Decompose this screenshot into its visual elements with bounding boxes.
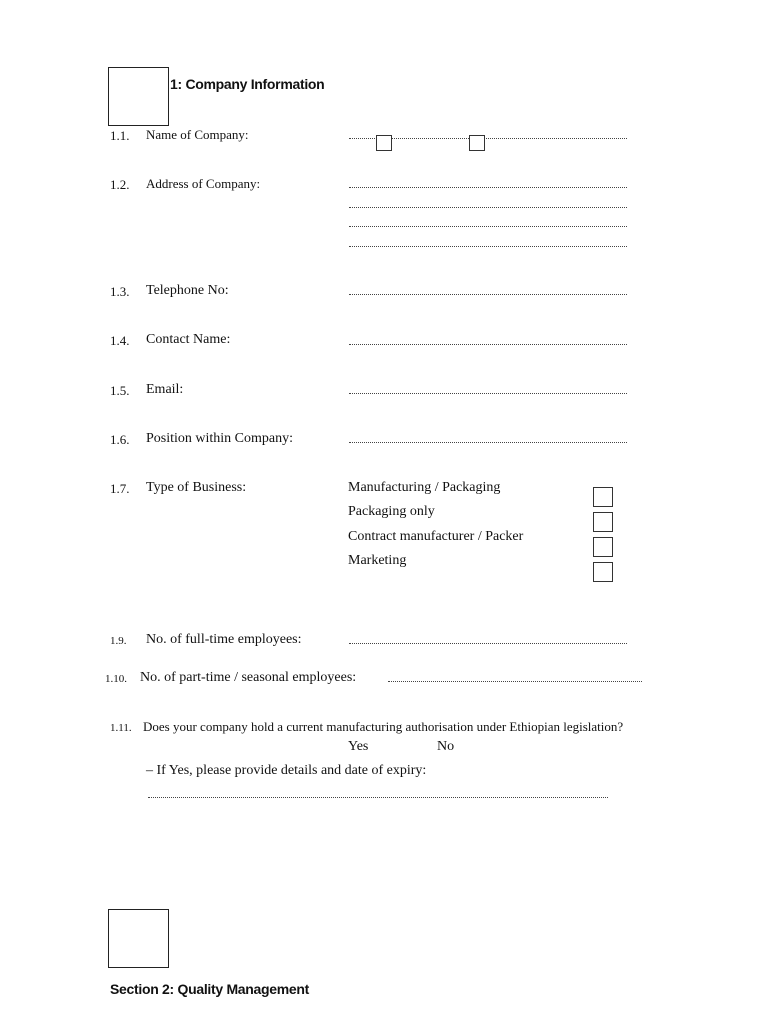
item-number-1-5: 1.5.: [110, 383, 130, 398]
email-field[interactable]: [349, 393, 627, 394]
business-option-marketing: Marketing: [348, 553, 407, 568]
company-name-checkbox-1[interactable]: [376, 135, 392, 151]
item-number-1-3: 1.3.: [110, 284, 130, 299]
part-time-employees-label: No. of part-time / seasonal employees:: [140, 670, 357, 685]
section-2-marker-box: [108, 909, 169, 968]
contact-name-field[interactable]: [349, 344, 627, 345]
full-time-employees-label: No. of full-time employees:: [146, 632, 302, 647]
address-line-1-field[interactable]: [349, 187, 627, 188]
business-option-contract-manufacturer: Contract manufacturer / Packer: [348, 529, 524, 544]
item-number-1-9: 1.9.: [110, 635, 127, 647]
item-number-1-4: 1.4.: [110, 333, 130, 348]
company-name-checkbox-2[interactable]: [469, 135, 485, 151]
item-number-1-6: 1.6.: [110, 432, 130, 447]
address-line-2-field[interactable]: [349, 207, 627, 208]
contact-name-label: Contact Name:: [146, 332, 231, 347]
authorisation-details-field[interactable]: [148, 797, 608, 798]
full-time-employees-field[interactable]: [349, 643, 627, 644]
business-option-manufacturing-packaging: Manufacturing / Packaging: [348, 480, 501, 495]
telephone-label: Telephone No:: [146, 283, 229, 298]
address-line-4-field[interactable]: [349, 246, 627, 247]
item-number-1-2: 1.2.: [110, 177, 130, 192]
business-marketing-checkbox[interactable]: [593, 562, 613, 582]
position-field[interactable]: [349, 442, 627, 443]
section-1-marker-box: [108, 67, 169, 126]
business-packaging-only-checkbox[interactable]: [593, 512, 613, 532]
item-number-1-11: 1.11.: [110, 722, 132, 734]
if-yes-instruction: – If Yes, please provide details and date of expiry:: [146, 763, 427, 778]
business-type-label: Type of Business:: [146, 480, 247, 495]
business-option-packaging-only: Packaging only: [348, 504, 435, 519]
item-number-1-10: 1.10.: [105, 673, 127, 685]
section-1-heading: 1: Company Information: [170, 76, 325, 92]
business-contract-checkbox[interactable]: [593, 537, 613, 557]
company-address-label: Address of Company:: [146, 176, 261, 191]
authorisation-yes-option[interactable]: Yes: [348, 739, 369, 754]
item-number-1-7: 1.7.: [110, 481, 130, 496]
authorisation-question: Does your company hold a current manufacturing authorisation under Ethiopian legislation?: [143, 719, 624, 734]
business-manufacturing-checkbox[interactable]: [593, 487, 613, 507]
telephone-field[interactable]: [349, 294, 627, 295]
address-line-3-field[interactable]: [349, 226, 627, 227]
authorisation-no-option[interactable]: No: [437, 739, 455, 754]
item-number-1-1: 1.1.: [110, 128, 130, 143]
position-label: Position within Company:: [146, 431, 294, 446]
company-name-label: Name of Company:: [146, 127, 249, 142]
section-2-heading: Section 2: Quality Management: [110, 981, 310, 997]
part-time-employees-field[interactable]: [388, 681, 642, 682]
email-label: Email:: [146, 382, 184, 397]
